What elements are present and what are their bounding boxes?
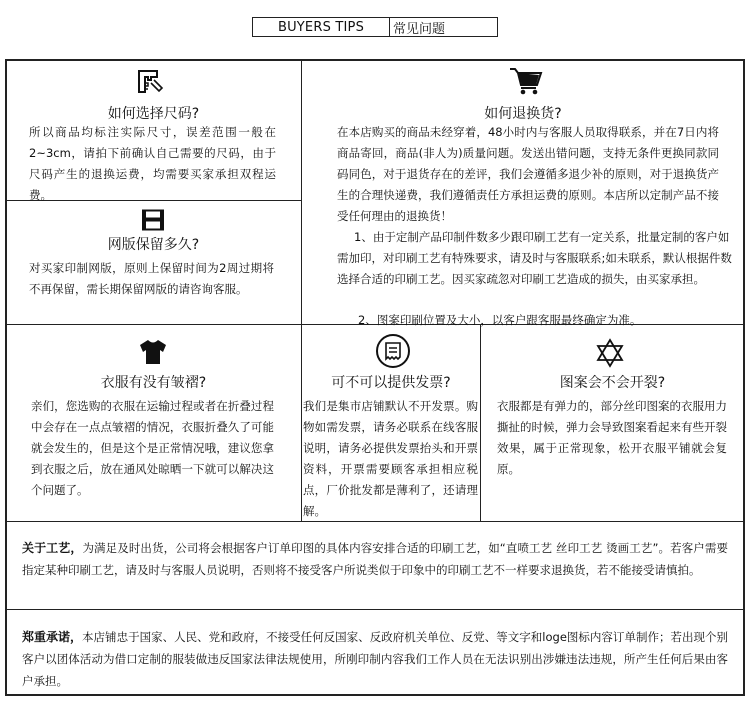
- promise-section: [22, 626, 728, 692]
- return-text: 在本店购买的商品未经穿着，48小时内与客服人员取得联系，并在7日内将商品寄回，商品(非人为)质量问题。发送出错问题，支持无条件更换同款同码同色，对于退货存在的差评，我们会遵循多退少补的原则，对于退换货产生的合理快递费，我们遵循责任方承担运费的原则。本店所以定制产品不接受任何理由的退换货！: [337, 125, 719, 223]
- tshirt-icon: [138, 338, 168, 366]
- wrinkle-text: 亲们，您选购的衣服在运输过程或者在折叠过程中会存在一点点皱褶的情况，衣服折叠久了可能就会发生的，但是这个是正常情况哦，建议您拿到衣服之后，放在通风处晾晒一下就可以解决这个问题了。: [31, 399, 274, 497]
- craft-text: 为满足及时出货，公司将会根据客户订单印图的具体内容安排合适的印刷工艺，如“直喷工艺 丝印工艺 烫画工艺”。若客户需要指定某种印刷工艺，请及时与客服人员说明，否则将不接受客户所说类似于印象中的印刷工艺不一样要求退换货，若不能接受请慎拍。: [22, 541, 728, 577]
- page-title: [252, 17, 498, 37]
- wrinkle-title: 衣服有没有皱褶?: [100, 375, 207, 391]
- divider: [6, 609, 744, 610]
- plate-text: 对买家印制网版，原则上保留时间为2周过期将不再保留，需长期保留网版的请咨询客服。: [29, 261, 274, 296]
- floppy-disk-icon: [140, 208, 166, 232]
- divider: [480, 324, 481, 522]
- invoice-text: 我们是集市店铺默认不开发票。购物如需发票，请务必联系在线客服说明，请务必提供发票抬头和开票资料，开票需要顾客承担相应税点，厂价批发都是薄利了，还请理解。: [303, 399, 478, 518]
- return-title: 如何退换货?: [484, 106, 562, 122]
- page-title-en: BUYERS TIPS: [253, 18, 390, 36]
- page-title-zh: 常见问题: [393, 21, 446, 37]
- promise-text: 本店铺忠于国家、人民、党和政府，不接受任何反国家、反政府机关单位、反党、等文字和loge图标内容订单制作；若出现个别客户以团体活动为借口定制的服装做违反国家法律法规使用，所刚印制内容我们工作人员在无法识别出涉嫌违法违规，所产生任何后果由客户承担。: [22, 630, 728, 688]
- return-item-2: 2、图案印刷位置及大小，以客户跟客服最终确定为准。: [358, 313, 642, 327]
- crack-text: 衣服都是有弹力的，部分丝印图案的衣服用力撕扯的时候，弹力会导致图案看起来有些开裂效果，属于正常现象，松开衣服平铺就会复原。: [497, 399, 727, 476]
- size-text: 所以商品均标注实际尺寸，误差范围一般在2~3cm，请拍下前确认自己需要的尺码，由于尺码产生的退换运费，均需要买家承担双程运费。: [29, 125, 276, 202]
- star-of-david-icon: [594, 338, 626, 368]
- divider: [301, 60, 302, 522]
- receipt-icon: [375, 333, 411, 369]
- return-body: [337, 122, 719, 227]
- return-item-1: 1、由于定制产品印制件数多少跟印刷工艺有一定关系，批量定制的客户如需加印，对印刷工艺有特殊要求，请及时与客服联系;如未联系，默认根据件数选择合适的印刷工艺。因买家疏忽对印刷工艺造成的损失，由买家承担。: [337, 230, 732, 286]
- invoice-title: 可不可以提供发票?: [331, 375, 451, 391]
- promise-label: 郑重承诺，: [22, 630, 83, 644]
- craft-label: 关于工艺，: [22, 541, 83, 555]
- craft-section: [22, 537, 728, 581]
- ruler-shirt-icon: [136, 68, 166, 96]
- size-title: 如何选择尺码?: [107, 106, 200, 122]
- crack-title: 图案会不会开裂?: [559, 375, 666, 391]
- shopping-cart-icon: [509, 65, 543, 95]
- plate-title: 网版保留多久?: [107, 237, 200, 253]
